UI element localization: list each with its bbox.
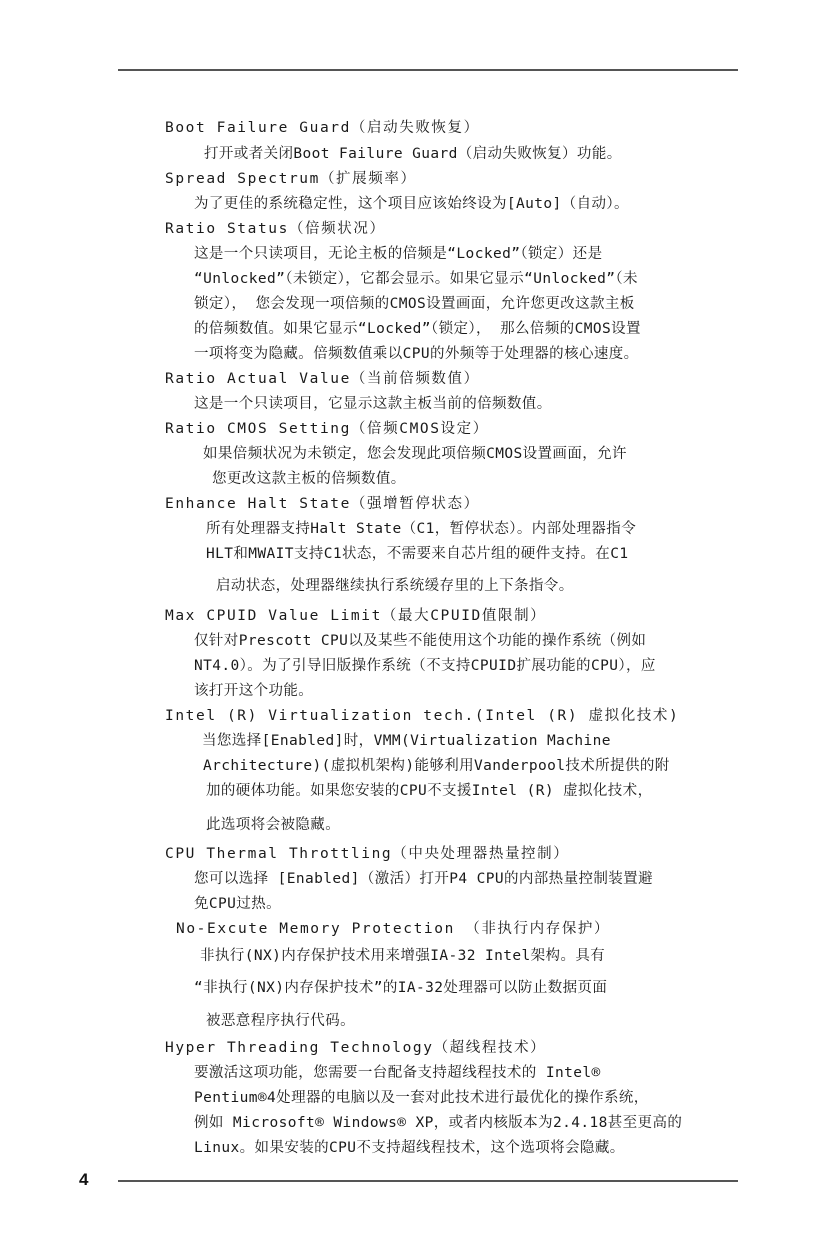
section-body-line: 您可以选择 [Enabled]（激活）打开P4 CPU的内部热量控制装置避 bbox=[194, 871, 653, 887]
section-heading: Intel (R) Virtualization tech.(Intel (R) 虚拟化技术) bbox=[165, 708, 680, 724]
section-heading: Hyper Threading Technology（超线程技术） bbox=[165, 1040, 547, 1056]
section-body-line: 这是一个只读项目，无论主板的倍频是“Locked”（锁定）还是 bbox=[194, 246, 603, 262]
section-body-line: “Unlocked”（未锁定），它都会显示。如果它显示“Unlocked”（未 bbox=[194, 271, 638, 287]
section-body-line: 如果倍频状况为未锁定，您会发现此项倍频CMOS设置画面，允许 bbox=[203, 446, 627, 462]
section-body-line: 一项将变为隐藏。倍频数值乘以CPU的外频等于处理器的核心速度。 bbox=[194, 346, 639, 362]
footer-rule bbox=[118, 1180, 738, 1182]
section-body-line: 当您选择[Enabled]时，VMM(Virtualization Machine bbox=[202, 733, 611, 749]
section-body-line: 这是一个只读项目，它显示这款主板当前的倍频数值。 bbox=[194, 396, 552, 412]
section-body-line: 免CPU过热。 bbox=[194, 896, 281, 912]
section-body-line: Architecture)(虚拟机架构)能够利用Vanderpool技术所提供的附 bbox=[203, 758, 670, 774]
section-body-line: 打开或者关闭Boot Failure Guard（启动失败恢复）功能。 bbox=[204, 146, 622, 162]
section-body-line: NT4.0）。为了引导旧版操作系统（不支持CPUID扩展功能的CPU），应 bbox=[194, 658, 656, 674]
section-body-line: 所有处理器支持Halt State（C1，暂停状态）。内部处理器指令 bbox=[206, 521, 637, 537]
section-heading: No-Excute Memory Protection （非执行内存保护） bbox=[176, 921, 611, 937]
section-body-line: Linux。如果安装的CPU不支持超线程技术，这个选项将会隐藏。 bbox=[194, 1140, 625, 1156]
section-heading: Ratio Status（倍频状况） bbox=[165, 221, 386, 237]
section-body-line: 被恶意程序执行代码。 bbox=[206, 1013, 355, 1029]
section-heading: Boot Failure Guard（启动失败恢复） bbox=[165, 120, 480, 136]
section-body-line: 此选项将会被隐藏。 bbox=[206, 817, 341, 833]
section-body-line: 非执行(NX)内存保护技术用来增强IA-32 Intel架构。具有 bbox=[200, 948, 606, 964]
section-heading: Enhance Halt State（强增暂停状态） bbox=[165, 496, 480, 512]
section-body-line: 启动状态，处理器继续执行系统缓存里的上下条指令。 bbox=[216, 578, 574, 594]
section-body-line: “非执行(NX)内存保护技术”的IA-32处理器可以防止数据页面 bbox=[194, 980, 608, 996]
section-body-line: 仅针对Prescott CPU以及某些不能使用这个功能的操作系统（例如 bbox=[194, 633, 647, 649]
section-body-line: 为了更佳的系统稳定性，这个项目应该始终设为[Auto]（自动）。 bbox=[194, 196, 629, 212]
section-heading: Spread Spectrum（扩展频率） bbox=[165, 171, 417, 187]
section-body-line: 加的硬体功能。如果您安装的CPU不支援Intel (R) 虚拟化技术， bbox=[206, 783, 653, 799]
section-heading: Max CPUID Value Limit（最大CPUID值限制） bbox=[165, 608, 547, 624]
section-body-line: 例如 Microsoft® Windows® XP，或者内核版本为2.4.18甚至更高的 bbox=[194, 1115, 683, 1131]
section-heading: Ratio Actual Value（当前倍频数值） bbox=[165, 371, 480, 387]
section-body-line: Pentium®4处理器的电脑以及一套对此技术进行最优化的操作系统， bbox=[194, 1090, 649, 1106]
section-body-line: 您更改这款主板的倍频数值。 bbox=[212, 471, 406, 487]
section-body-line: 锁定）， 您会发现一项倍频的CMOS设置画面，允许您更改这款主板 bbox=[194, 296, 635, 312]
section-body-line: 的倍频数值。如果它显示“Locked”（锁定）， 那么倍频的CMOS设置 bbox=[194, 321, 641, 337]
section-body-line: 该打开这个功能。 bbox=[194, 683, 314, 699]
section-heading: CPU Thermal Throttling（中央处理器热量控制） bbox=[165, 846, 570, 862]
section-body-line: 要激活这项功能，您需要一台配备支持超线程技术的 Intel® bbox=[194, 1065, 601, 1081]
page-number: 4 bbox=[79, 1170, 89, 1189]
section-body-line: HLT和MWAIT支持C1状态，不需要来自芯片组的硬件支持。在C1 bbox=[206, 546, 629, 562]
section-heading: Ratio CMOS Setting（倍频CMOS设定） bbox=[165, 421, 489, 437]
